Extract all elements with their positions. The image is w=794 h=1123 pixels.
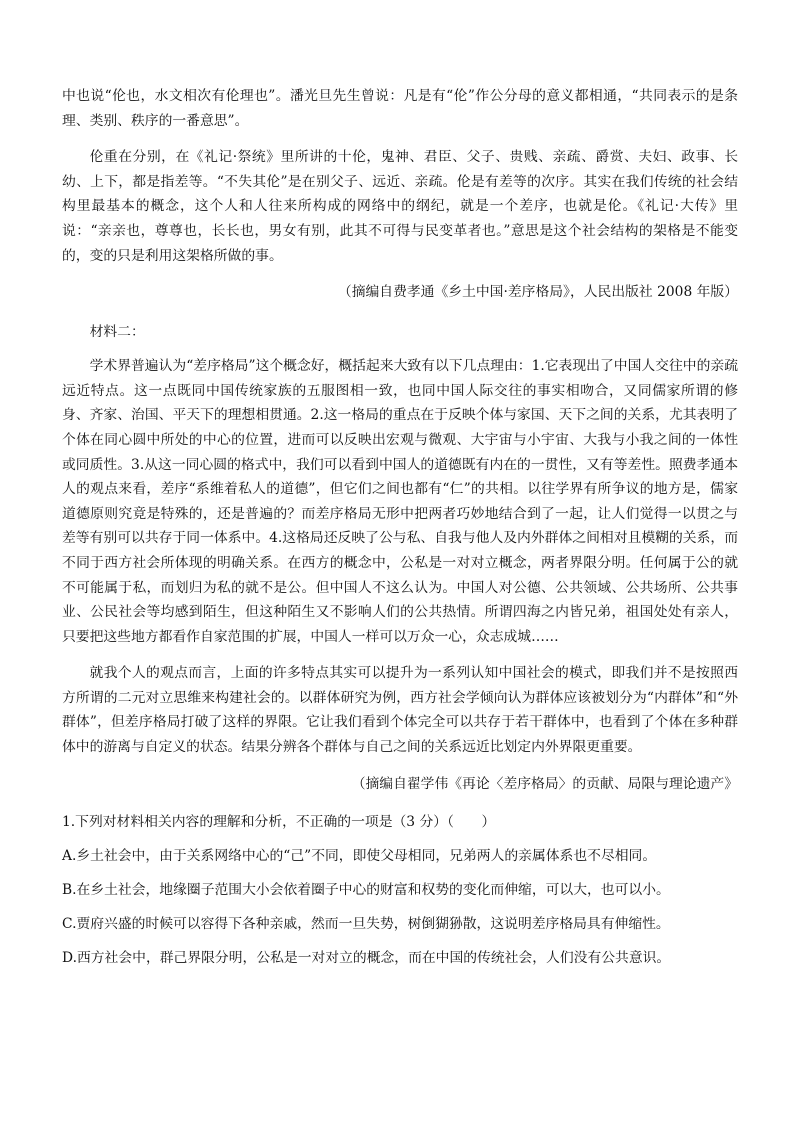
option-d[interactable]: D.西方社会中，群己界限分明，公私是一对对立的概念，而在中国的传统社会，人们没有公共意识。 <box>62 949 671 966</box>
paragraph-4: 就我个人的观点而言，上面的许多特点其实可以提升为一系列认知中国社会的模式，即我们并不是按照西方所谓的二元对立思维来构建社会的。以群体研究为例，西方社会学倾向认为群体应该被划分为“内群体”和“外群体”，但差序格局打破了这样的界限。它让我们看到个体完全可以共存于若干群体中，也看到了个体在多种群体中的游离与自定义的状态。结果分辨各个群体与自己之间的关系远近比划定内外界限更重要。 <box>62 665 738 756</box>
paragraph-1: 中也说“伦也，水文相次有伦理也”。潘光旦先生曾说：凡是有“伦”作公分母的意义都相通，“共同表示的是条理、类别、秩序的一番意思”。 <box>62 88 738 129</box>
source-citation-1: （摘编自费孝通《乡土中国·差序格局》，人民出版社 2008 年版） <box>337 284 738 301</box>
material-two-heading: 材料二： <box>89 324 145 341</box>
paragraph-3: 学术界普遍认为“差序格局”这个概念好，概括起来大致有以下几点理由：1.它表现出了中国人交往中的亲疏远近特点。这一点既同中国传统家族的五服图相一致，也同中国人际交往的事实相吻合，又同儒家所谓的修身、齐家、治国、平天下的理想相贯通。2.这一格局的重点在于反映个体与家国、天下之间的关系，尤其表明了个体在同心圆中所处的中心的位置，进而可以反映出宏观与微观、大宇宙与小宇宙、大我与小我之间的一体性或同质性。3.从这一同心圆的格式中，我们可以看到中国人的道德既有内在的一贯性，又有等差性。照费孝通本人的观点来看，差序“系维着私人的道德”，但它们之间也都有“仁”的共相。以往学界有所争议的地方是，儒家道德原则究竟是特殊的，还是普遍的？而差序格局无形中把两者巧妙地结合到了一起，让人们觉得一以贯之与差等有别可以共存于同一体系中。4.这格局还反映了公与私、自我与他人及内外群体之间相对且模糊的关系，而不同于西方社会所体现的明确关系。在西方的概念中，公私是一对对立概念，两者界限分明。任何属于公的就不可能属于私，而划归为私的就不是公。但中国人不这么认为。中国人对公德、公共领域、公共场所、公共事业、公民社会等均感到陌生，但这种陌生又不影响人们的公共热情。所谓四海之内皆兄弟，祖国处处有亲人，只要把这些地方都看作自家范围的扩展，中国人一样可以万众一心，众志成城…… <box>62 358 738 645</box>
option-a[interactable]: A.乡土社会中，由于关系网络中心的“己”不同，即使父母相同，兄弟两人的亲属体系也不尽相同。 <box>62 847 657 864</box>
option-c[interactable]: C.贾府兴盛的时候可以容得下各种亲戚，然而一旦失势，树倒猢狲散，这说明差序格局具有伸缩性。 <box>62 915 670 932</box>
option-b[interactable]: B.在乡土社会，地缘圈子范围大小会依着圈子中心的财富和权势的变化而伸缩，可以大，也可以小。 <box>62 881 670 898</box>
document-page <box>62 84 738 970</box>
source-citation-2: （摘编自翟学伟《再论〈差序格局〉的贡献、局限与理论遗产》 <box>351 775 738 792</box>
question-stem: 1.下列对材料相关内容的理解和分析，不正确的一项是（3 分）（ ） <box>62 813 496 830</box>
paragraph-2: 伦重在分别，在《礼记·祭统》里所讲的十伦，鬼神、君臣、父子、贵贱、亲疏、爵赏、夫妇、政事、长幼、上下，都是指差等。“不失其伦”是在别父子、远近、亲疏。伦是有差等的次序。其实在我们传统的社会结构里最基本的概念，这个人和人往来所构成的网络中的纲纪，就是一个差序，也就是伦。《礼记·大传》里说：“亲亲也，尊尊也，长长也，男女有别，此其不可得与民变革者也。”意思是这个社会结构的架格是不能变的，变的只是利用这架格所做的事。 <box>62 149 738 264</box>
